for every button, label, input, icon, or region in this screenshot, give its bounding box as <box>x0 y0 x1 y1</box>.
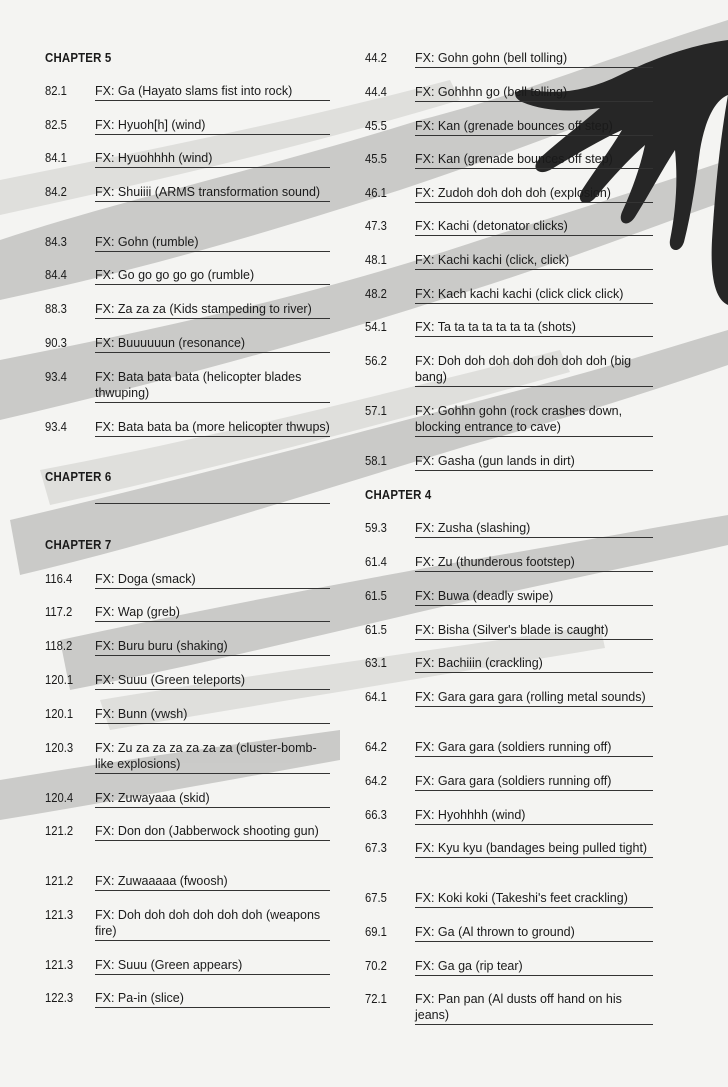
page-panel-ref: 64.2 <box>365 740 387 754</box>
fx-description: FX: Buwa (deadly swipe) <box>415 588 653 606</box>
page-panel-ref: 84.3 <box>45 235 67 249</box>
fx-description: FX: Ta ta ta ta ta ta ta (shots) <box>415 319 653 337</box>
page-panel-ref: 61.4 <box>365 555 387 569</box>
fx-description: FX: Pan pan (Al dusts off hand on his jeans) <box>415 991 653 1025</box>
page-panel-ref: 63.1 <box>365 656 387 670</box>
page-panel-ref: 67.5 <box>365 891 387 905</box>
page-panel-ref: 56.2 <box>365 354 387 368</box>
page-panel-ref: 84.4 <box>45 268 67 282</box>
fx-description: FX: Zu za za za za za za (cluster-bomb-like explosions) <box>95 740 330 774</box>
fx-description: FX: Kachi kachi (click, click) <box>415 252 653 270</box>
fx-description: FX: Gasha (gun lands in dirt) <box>415 453 653 471</box>
page-panel-ref: 120.4 <box>45 791 74 805</box>
fx-description: FX: Hyohhhh (wind) <box>415 807 653 825</box>
page-panel-ref: 117.2 <box>45 605 73 619</box>
fx-description: FX: Bachiiin (crackling) <box>415 655 653 673</box>
page-panel-ref: 120.1 <box>45 673 74 687</box>
page-panel-ref: 121.2 <box>45 824 74 838</box>
page-panel-ref: 120.1 <box>45 707 74 721</box>
fx-description: FX: Bata bata ba (more helicopter thwups) <box>95 419 330 437</box>
page-panel-ref: 66.3 <box>365 808 387 822</box>
page-panel-ref: 67.3 <box>365 841 387 855</box>
fx-description: FX: Kachi (detonator clicks) <box>415 218 653 236</box>
page-panel-ref: 46.1 <box>365 186 387 200</box>
page-panel-ref: 64.1 <box>365 690 387 704</box>
page-panel-ref: 120.3 <box>45 741 74 755</box>
fx-description: FX: Zu (thunderous footstep) <box>415 554 653 572</box>
fx-description: FX: Suuu (Green teleports) <box>95 672 330 690</box>
empty-entry-line <box>95 503 330 504</box>
page-panel-ref: 57.1 <box>365 404 387 418</box>
fx-description: FX: Kan (grenade bounces off step) <box>415 151 653 169</box>
fx-description: FX: Suuu (Green appears) <box>95 957 330 975</box>
page-panel-ref: 82.1 <box>45 84 67 98</box>
page-panel-ref: 88.3 <box>45 302 67 316</box>
fx-description: FX: Gara gara (soldiers running off) <box>415 773 653 791</box>
fx-description: FX: Ga (Hayato slams fist into rock) <box>95 83 330 101</box>
page-panel-ref: 121.3 <box>45 958 74 972</box>
fx-description: FX: Doga (smack) <box>95 571 330 589</box>
fx-description: FX: Ga (Al thrown to ground) <box>415 924 653 942</box>
page-panel-ref: 122.3 <box>45 991 74 1005</box>
fx-description: FX: Gara gara (soldiers running off) <box>415 739 653 757</box>
fx-description: FX: Gohn gohn (bell tolling) <box>415 50 653 68</box>
fx-description: FX: Doh doh doh doh doh doh (weapons fire) <box>95 907 330 941</box>
page-panel-ref: 48.1 <box>365 253 387 267</box>
fx-description: FX: Zuwayaaa (skid) <box>95 790 330 808</box>
page-panel-ref: 90.3 <box>45 336 67 350</box>
fx-description: FX: Don don (Jabberwock shooting gun) <box>95 823 330 841</box>
fx-description: FX: Zudoh doh doh doh (explosion) <box>415 185 653 203</box>
fx-description: FX: Doh doh doh doh doh doh doh (big bang) <box>415 353 653 387</box>
fx-description: FX: Buru buru (shaking) <box>95 638 330 656</box>
fx-description: FX: Gohn (rumble) <box>95 234 330 252</box>
fx-description: FX: Ga ga (rip tear) <box>415 958 653 976</box>
fx-description: FX: Zuwaaaaa (fwoosh) <box>95 873 330 891</box>
fx-description: FX: Koki koki (Takeshi's feet crackling) <box>415 890 653 908</box>
page-panel-ref: 82.5 <box>45 118 67 132</box>
page-panel-ref: 44.4 <box>365 85 387 99</box>
page-panel-ref: 54.1 <box>365 320 387 334</box>
page-panel-ref: 118.2 <box>45 639 73 653</box>
fx-description: FX: Wap (greb) <box>95 604 330 622</box>
page-panel-ref: 84.2 <box>45 185 67 199</box>
fx-description: FX: Hyuohhhh (wind) <box>95 150 330 168</box>
page-panel-ref: 121.2 <box>45 874 74 888</box>
fx-description: FX: Gohhn gohn (rock crashes down, blocking entrance to cave) <box>415 403 653 437</box>
fx-description: FX: Kan (grenade bounces off step) <box>415 118 653 136</box>
page-panel-ref: 58.1 <box>365 454 387 468</box>
fx-description: FX: Hyuoh[h] (wind) <box>95 117 330 135</box>
page-panel-ref: 48.2 <box>365 287 387 301</box>
page-panel-ref: 61.5 <box>365 623 387 637</box>
page-panel-ref: 45.5 <box>365 152 387 166</box>
fx-description: FX: Zusha (slashing) <box>415 520 653 538</box>
chapter-heading: CHAPTER 6 <box>45 469 112 484</box>
fx-description: FX: Kach kachi kachi (click click click) <box>415 286 653 304</box>
page-panel-ref: 45.5 <box>365 119 387 133</box>
page-panel-ref: 93.4 <box>45 420 67 434</box>
chapter-heading: CHAPTER 5 <box>45 50 112 65</box>
page-panel-ref: 116.4 <box>45 572 73 586</box>
chapter-heading: CHAPTER 7 <box>45 537 112 552</box>
chapter-heading: CHAPTER 4 <box>365 487 432 502</box>
fx-description: FX: Go go go go go (rumble) <box>95 267 330 285</box>
fx-description: FX: Buuuuuun (resonance) <box>95 335 330 353</box>
fx-description: FX: Kyu kyu (bandages being pulled tight) <box>415 840 653 858</box>
page-panel-ref: 70.2 <box>365 959 387 973</box>
fx-description: FX: Za za za (Kids stampeding to river) <box>95 301 330 319</box>
fx-description: FX: Bisha (Silver's blade is caught) <box>415 622 653 640</box>
fx-description: FX: Bunn (vwsh) <box>95 706 330 724</box>
fx-description: FX: Shuiiii (ARMS transformation sound) <box>95 184 330 202</box>
page-panel-ref: 121.3 <box>45 908 74 922</box>
page-panel-ref: 64.2 <box>365 774 387 788</box>
fx-description: FX: Pa-in (slice) <box>95 990 330 1008</box>
fx-description: FX: Gara gara gara (rolling metal sounds) <box>415 689 653 707</box>
page-panel-ref: 93.4 <box>45 370 67 384</box>
fx-description: FX: Gohhhn go (bell tolling) <box>415 84 653 102</box>
page-panel-ref: 59.3 <box>365 521 387 535</box>
page-panel-ref: 47.3 <box>365 219 387 233</box>
page-panel-ref: 84.1 <box>45 151 67 165</box>
fx-description: FX: Bata bata bata (helicopter blades thwuping) <box>95 369 330 403</box>
page-panel-ref: 72.1 <box>365 992 387 1006</box>
page-panel-ref: 44.2 <box>365 51 387 65</box>
page-panel-ref: 69.1 <box>365 925 387 939</box>
page-panel-ref: 61.5 <box>365 589 387 603</box>
